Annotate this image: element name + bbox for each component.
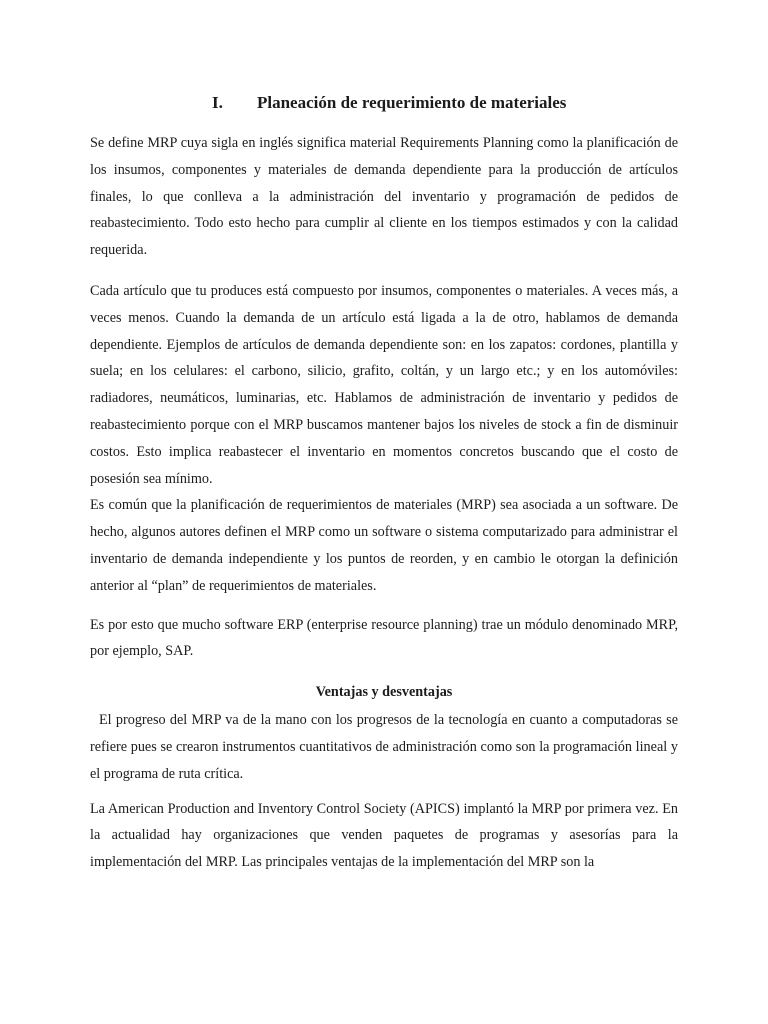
subsection-heading: Ventajas y desventajas [315, 684, 453, 701]
section-heading [90, 90, 678, 116]
heading-title: Planeación de requerimiento de materiales [257, 93, 567, 112]
heading-number: I. [212, 93, 223, 112]
paragraph-dependent-demand: Cada artículo que tu produces está compuesto por insumos, componentes o materiales. A veces más, a veces menos. Cuando la demanda de un artículo está ligada a la de otro, hablamos de demanda dependiente. Ejemplos de artículos de demanda dependiente son: en los zapatos: cordones, plantilla y suela; en los celulares: el carbono, silicio, grafito, coltán, y un largo etc.; y en los automóviles: radiadores, neumáticos, luminarias, etc. Hablamos de administración de inventario y pedidos de reabastecimiento porque con el MRP buscamos mantener bajos los niveles de stock a fin de disminuir costos. Esto implica reabastecer el inventario en momentos concretos buscando que el costo de posesión sea mínimo. [90, 282, 678, 487]
paragraph-mrp-progress: El progreso del MRP va de la mano con los progresos de la tecnología en cuanto a computadoras se refiere pues se crearon instrumentos cuantitativos de administración como son la programación lineal y el programa de ruta crítica. [90, 712, 678, 782]
paragraph-erp-module: Es por esto que mucho software ERP (enterprise resource planning) trae un módulo denominado MRP, por ejemplo, SAP. [90, 616, 678, 660]
paragraph-mrp-software: Es común que la planificación de requerimientos de materiales (MRP) sea asociada a un software. De hecho, algunos autores definen el MRP como un software o sistema computarizado para administrar el inventario de demanda independiente y los puntos de reorden, y en cambio le otorgan la definición anterior al “plan” de requerimientos de materiales. [90, 497, 678, 594]
paragraph-apics: La American Production and Inventory Control Society (APICS) implantó la MRP por primera vez. En la actualidad hay organizaciones que venden paquetes de programas y asesorías para la implementación del MRP. Las principales ventajas de la implementación del MRP son la [90, 800, 678, 871]
paragraph-mrp-definition: Se define MRP cuya sigla en inglés significa material Requirements Planning como la planificación de los insumos, componentes y materiales de demanda dependiente para la producción de artículos finales, lo que conlleva a la administración del inventario y programación de pedidos de reabastecimiento. Todo esto hecho para cumplir al cliente en los tiempos estimados y con la calidad requerida. [90, 135, 678, 259]
document-page [90, 90, 678, 876]
